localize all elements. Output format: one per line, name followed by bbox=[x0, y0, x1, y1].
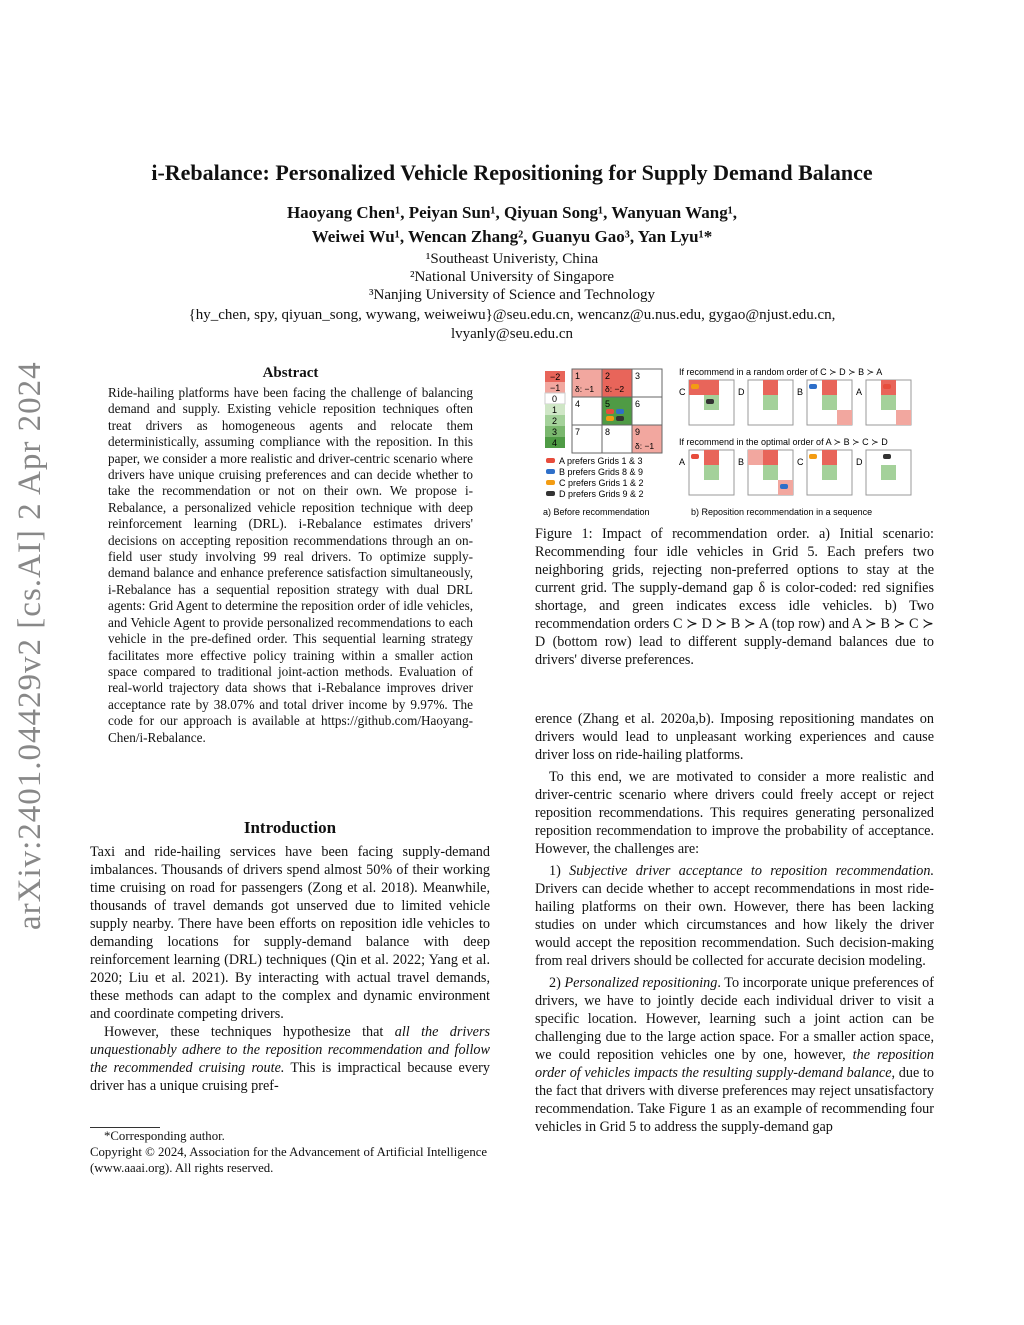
car-icon bbox=[883, 384, 891, 389]
introduction-heading: Introduction bbox=[243, 818, 337, 837]
figure-1 bbox=[541, 365, 934, 520]
scale-label: 0 bbox=[552, 394, 558, 404]
authors-line-2: Weiwei Wu¹, Wencan Zhang², Guanyu Gao³, Yan Lyu¹* bbox=[311, 227, 713, 246]
sequence-label: A bbox=[856, 387, 863, 397]
figure-1-caption: Figure 1: Impact of recommendation order. a) Initial scenario: Recommending four idle vehicles in Grid 5. Each prefers two neighboring grids, rejecting non-preferred options to stay at the current grid. The supply-demand gap δ is color-coded: red signifies shortage, and green indicates excess idle vehicles. b) Two recommendation orders C ≻ D ≻ B ≻ A (top row) and A ≻ B ≻ C ≻ D (bottom row) lead to different supply-demand balances due to drivers' diverse preferences. bbox=[535, 526, 934, 668]
scale-label: 2 bbox=[552, 416, 558, 426]
car-icon bbox=[809, 454, 817, 459]
right-paragraph-3: 1) Subjective driver acceptance to reposition recommendation. Drivers can decide whether to accept recommendations in most ride-hailing platforms on their own. However, there has been lacking studies on under which circumstances and how likely the driver would accept the reposition recommendation. Such decision-making from real drivers should be collected for accurate decision modeling. bbox=[535, 863, 934, 969]
grid-number: 7 bbox=[575, 427, 581, 437]
sequence-label: C bbox=[797, 457, 804, 467]
car-icon bbox=[809, 384, 817, 389]
car-icon bbox=[691, 384, 699, 389]
paper-title: i-Rebalance: Personalized Vehicle Repositioning for Supply Demand Balance bbox=[151, 160, 873, 185]
abstract-body: Ride-hailing platforms have been facing the challenge of balancing demand and supply. Existing vehicle reposition techniques often treat drivers as homogeneous agents and relocate them deterministically, assuming compliance with the reposition. In this paper, we consider a more realistic and driver-centric scenario where drivers have unique cruising preferences and can decide whether to take the recommendation or not on their own. We propose i-Rebalance, a personalized vehicle reposition technique with deep reinforcement learning (DRL). i-Rebalance estimates drivers' decisions on accepting reposition recommendations through an on-field user study involving 99 real drivers. To optimize supply-demand balance and enhance preference satisfaction simultaneously, i-Rebalance has a sequential reposition strategy with dual DRL agents: Grid Agent to determine the reposition order of idle vehicles, and Vehicle Agent to provide personalized recommendations to each vehicle in the pre-defined order. This sequential learning strategy facilitates more effective policy training within a smaller action space compared to traditional joint-action methods. Evaluation of real-world trajectory data shows that i-Rebalance improves driver acceptance rate by 38.07% and total driver income by 9.97%. The code for our approach is available at https://github.com/Haoyang-Chen/i-Rebalance. bbox=[108, 385, 473, 745]
car-icon bbox=[606, 409, 614, 414]
right-paragraph-1: erence (Zhang et al. 2020a,b). Imposing repositioning mandates on drivers would lead to unpleasant working experiences and cause driver loss on ride-hailing platforms. bbox=[535, 711, 934, 763]
gap-color-scale bbox=[545, 371, 565, 448]
optimal-order-row bbox=[679, 437, 911, 517]
car-a-icon bbox=[546, 458, 555, 463]
abstract-heading: Abstract bbox=[262, 365, 319, 381]
grid-number: 6 bbox=[635, 399, 641, 409]
right-paragraph-4: 2) Personalized repositioning. To incorporate unique preferences of drivers, we have to jointly decide each individual driver to visit a specific location. However, learning such a joint action can be challenging due to the large action space. For a smaller action space, we could reposition vehicles one by one, however, the reposition order of vehicles impacts the resulting supply-demand balance, due to the fact that drivers with diverse preferences may reject unsatisfactory recommendation. Take Figure 1 as an example of recommending four vehicles in Grid 5 to address the supply-demand gap bbox=[535, 975, 934, 1135]
scale-label: −1 bbox=[550, 383, 561, 393]
affiliation-1: ¹Southeast Univeristy, China bbox=[425, 251, 599, 267]
random-order-row bbox=[679, 367, 911, 425]
grid-number: 2 bbox=[605, 371, 611, 381]
grid-number: 8 bbox=[605, 427, 611, 437]
corresponding-author-note: *Corresponding author. bbox=[104, 1129, 225, 1143]
footnote bbox=[90, 1128, 490, 1176]
intro-paragraph-1: Taxi and ride-hailing services have been facing supply-demand imbalances. Thousands of drivers spend almost 50% of their working time cruising on road for passengers (Zong et al. 2018). Meanwhile, thousands of travel demands got unserved due to limited vehicle supply nearby. There have been efforts on reposition idle vehicles to demanding locations for supply-demand balance with deep reinforcement learning (DRL) techniques (Qin et al. 2022; Yang et al. 2020; Liu et al. 2021). By interacting with actual travel demands, these methods can adapt to the complex and dynamic environment and coordinate competing drivers. bbox=[90, 844, 490, 1022]
sequence-label: D bbox=[738, 387, 745, 397]
sequence-label: B bbox=[797, 387, 804, 397]
intro-paragraph-2: However, these techniques hypothesize that all the drivers unquestionably adhere to the reposition recommendation and follow the recommended cruising route. This is impractical because every driver has a unique cruising pref- bbox=[90, 1024, 490, 1094]
emails-line-2: lvyanly@seu.edu.cn bbox=[450, 326, 574, 342]
car-icon bbox=[706, 399, 714, 404]
right-column bbox=[535, 710, 934, 1136]
legend-d: D prefers Grids 9 & 2 bbox=[559, 489, 644, 499]
left-column bbox=[90, 843, 490, 1095]
subfigure-b-label: b) Reposition recommendation in a sequence bbox=[691, 507, 873, 517]
legend-c: C prefers Grids 1 & 2 bbox=[559, 478, 644, 488]
scale-label: −2 bbox=[550, 372, 561, 382]
preference-legend bbox=[543, 456, 650, 517]
scale-label: 1 bbox=[552, 405, 558, 415]
emails-line-1: {hy_chen, spy, qiyuan_song, wywang, weiweiwu}@seu.edu.cn, wencanz@u.nus.edu, gygao@njust.edu.cn, bbox=[188, 307, 836, 323]
affiliation-3: ³Nanjing University of Science and Technology bbox=[368, 287, 656, 303]
car-icon bbox=[616, 416, 624, 421]
initial-grid bbox=[572, 369, 662, 453]
scale-label: 3 bbox=[552, 427, 558, 437]
grid-number: 4 bbox=[575, 399, 581, 409]
random-order-title: If recommend in a random order of C ≻ D ≻ B ≻ A bbox=[679, 367, 883, 377]
grid-number: 3 bbox=[635, 371, 641, 381]
car-d-icon bbox=[546, 491, 555, 496]
sequence-label: C bbox=[679, 387, 686, 397]
legend-a: A prefers Grids 1 & 3 bbox=[559, 456, 643, 466]
optimal-order-title: If recommend in the optimal order of A ≻ B ≻ C ≻ D bbox=[679, 437, 888, 447]
grid-number: 5 bbox=[605, 399, 611, 409]
sequence-label: A bbox=[679, 457, 686, 467]
affiliation-2: ²National University of Singapore bbox=[409, 269, 615, 285]
car-icon bbox=[883, 454, 891, 459]
car-icon bbox=[691, 454, 699, 459]
sequence-label: B bbox=[738, 457, 745, 467]
right-paragraph-2: To this end, we are motivated to consider a more realistic and driver-centric scenario where drivers could freely accept or reject reposition recommendations. This requires generating personalized reposition recommendation to improve the probability of acceptance. However, the challenges are: bbox=[535, 769, 934, 857]
grid-number: 1 bbox=[575, 371, 581, 381]
sequence-label: D bbox=[856, 457, 863, 467]
delta-label: δ: −1 bbox=[635, 441, 655, 451]
scale-label: 4 bbox=[552, 438, 558, 448]
subfigure-a-label: a) Before recommendation bbox=[543, 507, 650, 517]
delta-label: δ: −2 bbox=[605, 384, 625, 394]
car-c-icon bbox=[546, 480, 555, 485]
copyright-note: Copyright © 2024, Association for the Advancement of Artificial Intelligence (www.aaai.org). All rights reserved. bbox=[90, 1145, 488, 1175]
car-icon bbox=[606, 416, 614, 421]
grid-number: 9 bbox=[635, 427, 641, 437]
arxiv-stamp: arXiv:2401.04429v2 [cs.AI] 2 Apr 2024 bbox=[12, 361, 48, 930]
figure-1-graphic bbox=[541, 365, 934, 520]
authors-line-1: Haoyang Chen¹, Peiyan Sun¹, Qiyuan Song¹, Wanyuan Wang¹, bbox=[286, 203, 738, 222]
legend-b: B prefers Grids 8 & 9 bbox=[559, 467, 644, 477]
delta-label: δ: −1 bbox=[575, 384, 595, 394]
car-icon bbox=[780, 484, 788, 489]
car-b-icon bbox=[546, 469, 555, 474]
car-icon bbox=[616, 409, 624, 414]
